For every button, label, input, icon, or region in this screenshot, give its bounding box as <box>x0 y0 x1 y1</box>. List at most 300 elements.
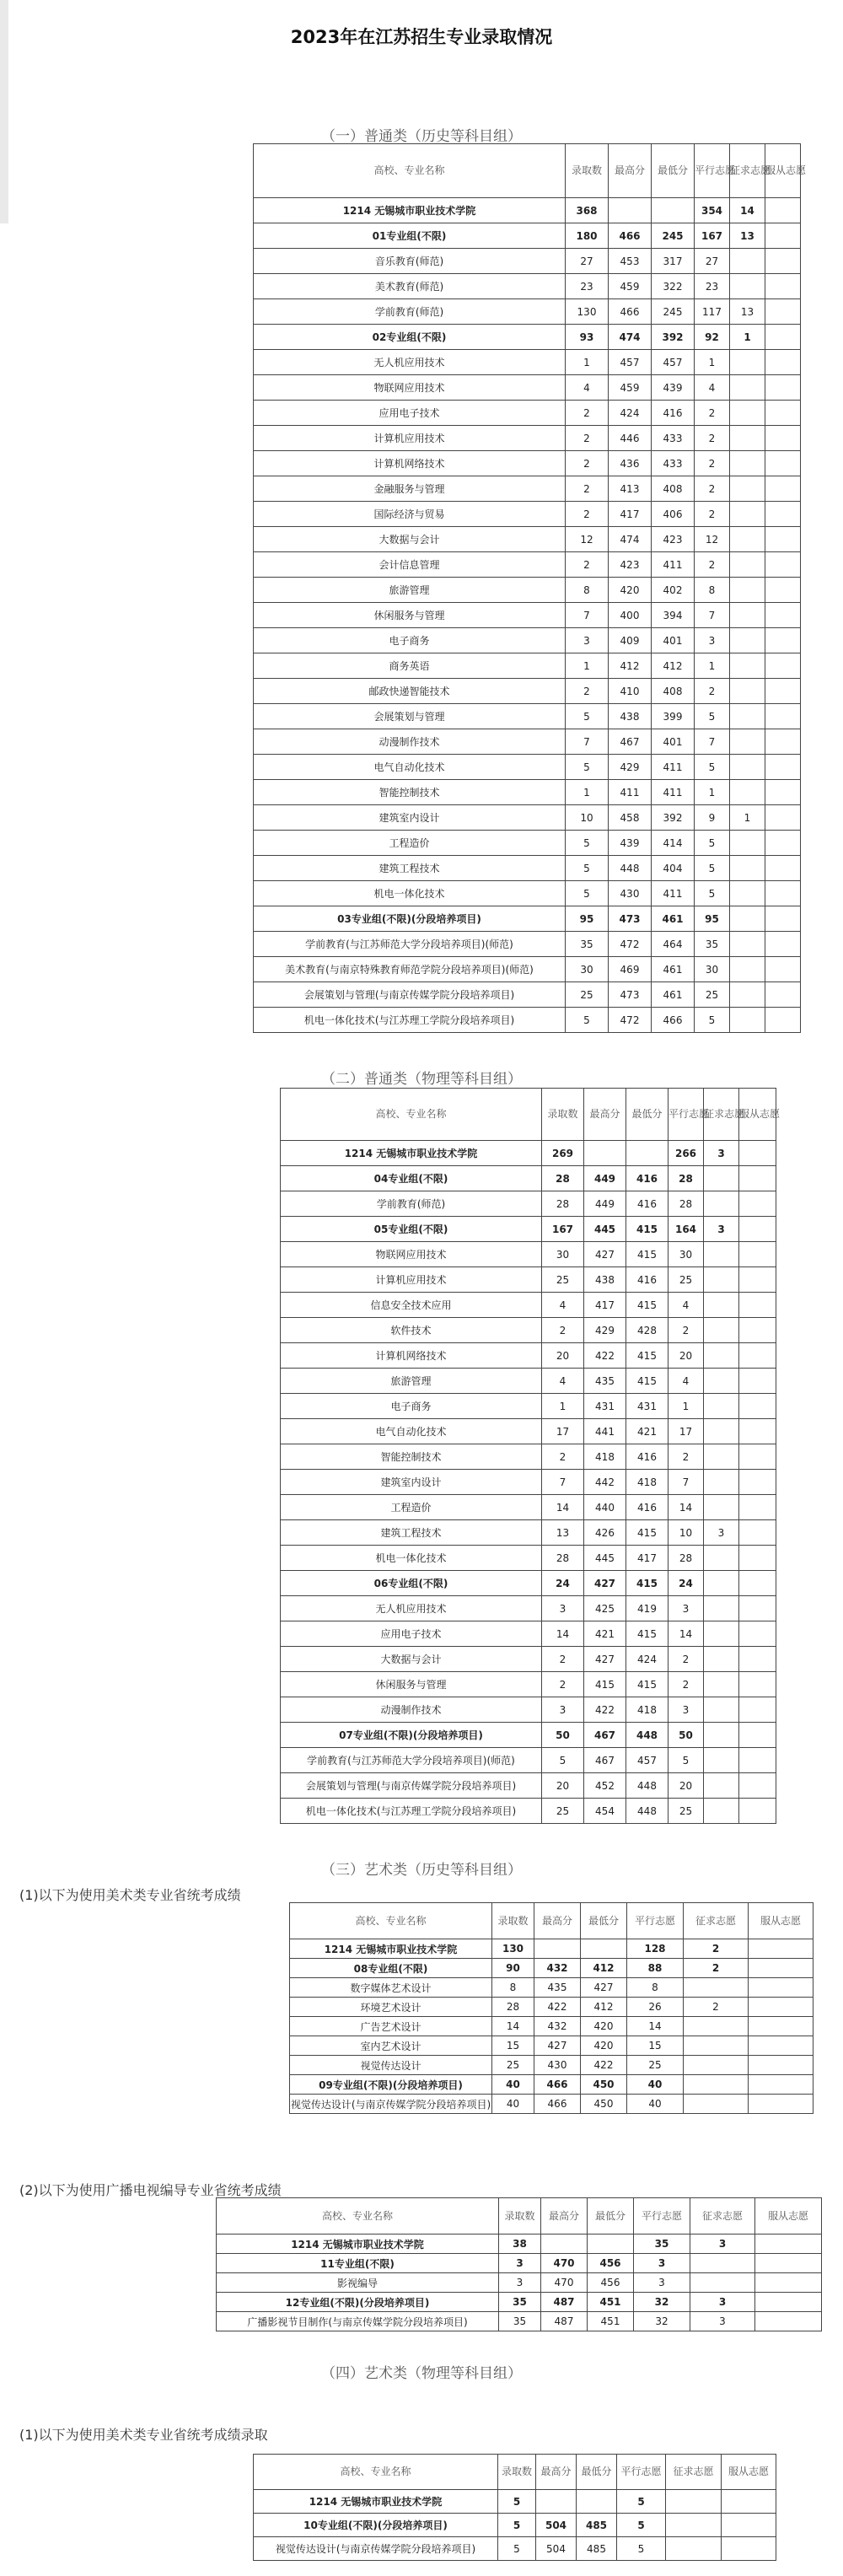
cell-value <box>755 2235 822 2254</box>
cell-value: 9 <box>695 805 730 831</box>
cell-value: 453 <box>609 249 652 274</box>
cell-value: 473 <box>609 982 652 1008</box>
table-physics-general <box>280 1088 781 1824</box>
header-solicit: 征求志愿 <box>704 1089 739 1141</box>
cell-value: 1 <box>566 350 609 375</box>
cell-value: 2 <box>566 426 609 451</box>
cell-value <box>765 451 801 476</box>
cell-value: 414 <box>652 831 695 856</box>
cell-value: 1 <box>730 325 765 350</box>
cell-value: 457 <box>609 350 652 375</box>
cell-name: 工程造价 <box>254 831 566 856</box>
cell-value: 24 <box>542 1571 584 1596</box>
cell-value: 456 <box>588 2254 634 2273</box>
header-parallel: 平行志愿 <box>617 2455 666 2490</box>
cell-value: 457 <box>626 1748 668 1773</box>
cell-value: 8 <box>566 578 609 603</box>
cell-value: 415 <box>626 1520 668 1546</box>
cell-value: 432 <box>534 2017 581 2036</box>
cell-value: 427 <box>584 1571 626 1596</box>
cell-name: 金融服务与管理 <box>254 476 566 502</box>
cell-value <box>730 932 765 957</box>
cell-value <box>730 502 765 527</box>
cell-value: 25 <box>542 1799 584 1824</box>
cell-value: 3 <box>704 1217 739 1242</box>
cell-value: 14 <box>627 2017 684 2036</box>
cell-value: 1 <box>542 1394 584 1419</box>
cell-value: 20 <box>668 1773 704 1799</box>
cell-value: 394 <box>652 603 695 628</box>
cell-value: 40 <box>492 2075 534 2095</box>
cell-value: 404 <box>652 856 695 881</box>
cell-value <box>739 1267 776 1293</box>
cell-value: 411 <box>652 881 695 906</box>
header-solicit: 征求志愿 <box>730 144 765 198</box>
cell-value: 92 <box>695 325 730 350</box>
cell-value <box>541 2235 588 2254</box>
cell-value <box>730 881 765 906</box>
cell-value: 3 <box>566 628 609 653</box>
cell-value <box>749 2017 813 2036</box>
cell-value: 1 <box>695 350 730 375</box>
cell-name: 应用电子技术 <box>281 1621 542 1647</box>
table-row <box>290 1978 813 1998</box>
cell-name: 物联网应用技术 <box>254 375 566 401</box>
cell-name: 计算机应用技术 <box>254 426 566 451</box>
section-4-title: （四）艺术类（物理等科目组） <box>321 2365 522 2382</box>
cell-value: 5 <box>542 1748 584 1773</box>
cell-name: 学前教育(师范) <box>254 299 566 325</box>
cell-value: 15 <box>492 2036 534 2056</box>
cell-value: 35 <box>695 932 730 957</box>
table-row <box>254 805 801 831</box>
cell-value <box>739 1621 776 1647</box>
cell-value: 392 <box>652 805 695 831</box>
cell-name: 视觉传达设计 <box>290 2056 492 2075</box>
cell-value: 422 <box>584 1343 626 1369</box>
cell-value <box>765 299 801 325</box>
cell-name: 广告艺术设计 <box>290 2017 492 2036</box>
cell-name: 环境艺术设计 <box>290 1998 492 2017</box>
cell-value: 3 <box>690 2312 755 2331</box>
cell-value: 410 <box>609 679 652 704</box>
cell-value: 485 <box>577 2514 617 2537</box>
cell-value: 423 <box>652 527 695 552</box>
cell-value <box>755 2273 822 2293</box>
cell-value: 5 <box>566 881 609 906</box>
cell-name: 休闲服务与管理 <box>281 1672 542 1697</box>
table-body <box>254 198 801 1033</box>
cell-value <box>704 1166 739 1191</box>
table-row <box>254 1008 801 1033</box>
cell-name: 1214 无锡城市职业技术学院 <box>281 1141 542 1166</box>
cell-value: 13 <box>730 299 765 325</box>
cell-value <box>536 2490 577 2514</box>
header-min: 最低分 <box>626 1089 668 1141</box>
table-row <box>217 2312 822 2331</box>
cell-value: 180 <box>566 223 609 249</box>
cell-value: 4 <box>566 375 609 401</box>
table-row <box>290 1998 813 2017</box>
cell-value: 415 <box>626 1621 668 1647</box>
cell-name: 建筑室内设计 <box>254 805 566 831</box>
cell-value: 27 <box>695 249 730 274</box>
table-row <box>254 274 801 299</box>
cell-value: 401 <box>652 729 695 755</box>
table-row <box>281 1571 776 1596</box>
cell-value: 28 <box>668 1191 704 1217</box>
cell-value <box>609 198 652 223</box>
cell-value: 25 <box>695 982 730 1008</box>
cell-name: 应用电子技术 <box>254 401 566 426</box>
cell-name: 1214 无锡城市职业技术学院 <box>254 198 566 223</box>
cell-name: 室内艺术设计 <box>290 2036 492 2056</box>
cell-value: 415 <box>626 1217 668 1242</box>
cell-value: 30 <box>695 957 730 982</box>
cell-value <box>704 1444 739 1470</box>
cell-value: 420 <box>609 578 652 603</box>
table-row <box>254 2514 776 2537</box>
cell-value: 14 <box>542 1495 584 1520</box>
table-row <box>281 1596 776 1621</box>
table-row <box>281 1748 776 1773</box>
cell-value <box>684 2036 749 2056</box>
table-row <box>281 1141 776 1166</box>
cell-value: 14 <box>542 1621 584 1647</box>
header-parallel: 平行志愿 <box>627 1903 684 1939</box>
table-row <box>281 1672 776 1697</box>
cell-value: 458 <box>609 805 652 831</box>
cell-value <box>730 401 765 426</box>
cell-name: 机电一体化技术 <box>281 1546 542 1571</box>
cell-value: 2 <box>566 679 609 704</box>
cell-value: 4 <box>695 375 730 401</box>
cell-value <box>704 1394 739 1419</box>
cell-value: 17 <box>542 1419 584 1444</box>
table-row <box>254 982 801 1008</box>
cell-value <box>765 578 801 603</box>
cell-value: 5 <box>498 2537 536 2561</box>
table-row <box>254 780 801 805</box>
cell-value <box>730 906 765 932</box>
cell-value <box>684 1978 749 1998</box>
cell-value <box>739 1672 776 1697</box>
cell-value <box>739 1748 776 1773</box>
cell-value: 422 <box>534 1998 581 2017</box>
cell-value: 433 <box>652 426 695 451</box>
cell-value: 470 <box>541 2273 588 2293</box>
cell-value: 35 <box>499 2312 541 2331</box>
cell-value: 5 <box>668 1748 704 1773</box>
cell-value <box>739 1318 776 1343</box>
cell-value: 411 <box>652 755 695 780</box>
cell-value <box>765 831 801 856</box>
cell-value: 416 <box>626 1444 668 1470</box>
cell-value: 439 <box>652 375 695 401</box>
cell-value: 466 <box>609 223 652 249</box>
table-row <box>254 249 801 274</box>
cell-value: 5 <box>617 2537 666 2561</box>
cell-value <box>749 1959 813 1978</box>
cell-value: 8 <box>492 1978 534 1998</box>
cell-value <box>684 2056 749 2075</box>
cell-value <box>765 805 801 831</box>
cell-value: 24 <box>668 1571 704 1596</box>
cell-value: 2 <box>542 1672 584 1697</box>
cell-value: 2 <box>668 1672 704 1697</box>
cell-name: 04专业组(不限) <box>281 1166 542 1191</box>
cell-value <box>739 1596 776 1621</box>
table-row <box>281 1546 776 1571</box>
cell-value <box>765 325 801 350</box>
cell-value <box>755 2293 822 2312</box>
table-row <box>254 729 801 755</box>
cell-value: 433 <box>652 451 695 476</box>
cell-value: 2 <box>684 1998 749 2017</box>
cell-value: 2 <box>542 1318 584 1343</box>
section-3-note-1: (1)以下为使用美术类专业省统考成绩 <box>19 1887 241 1903</box>
cell-value <box>739 1495 776 1520</box>
table-row <box>281 1191 776 1217</box>
cell-value: 467 <box>609 729 652 755</box>
table-row <box>281 1318 776 1343</box>
cell-value: 456 <box>588 2273 634 2293</box>
cell-value <box>730 755 765 780</box>
cell-value: 419 <box>626 1596 668 1621</box>
header-parallel: 平行志愿 <box>695 144 730 198</box>
section-2-title: （二）普通类（物理等科目组） <box>321 1071 522 1088</box>
cell-value: 415 <box>584 1672 626 1697</box>
cell-value: 50 <box>668 1723 704 1748</box>
cell-value: 30 <box>668 1242 704 1267</box>
cell-value: 415 <box>626 1242 668 1267</box>
cell-value <box>684 2075 749 2095</box>
cell-value: 415 <box>626 1343 668 1369</box>
cell-value: 424 <box>626 1647 668 1672</box>
header-max: 最高分 <box>536 2455 577 2490</box>
cell-value: 4 <box>542 1293 584 1318</box>
table-row <box>254 2490 776 2514</box>
cell-name: 旅游管理 <box>254 578 566 603</box>
cell-value: 445 <box>584 1546 626 1571</box>
cell-value: 95 <box>695 906 730 932</box>
cell-value <box>765 881 801 906</box>
cell-value <box>730 274 765 299</box>
cell-value: 461 <box>652 906 695 932</box>
header-name: 高校、专业名称 <box>254 144 566 198</box>
header-min: 最低分 <box>588 2198 634 2235</box>
cell-value <box>704 1343 739 1369</box>
cell-value: 245 <box>652 223 695 249</box>
cell-name: 会展策划与管理 <box>254 704 566 729</box>
cell-value <box>704 1596 739 1621</box>
table-row <box>281 1394 776 1419</box>
cell-value: 411 <box>652 552 695 578</box>
cell-value: 25 <box>492 2056 534 2075</box>
cell-value: 32 <box>634 2293 690 2312</box>
header-max: 最高分 <box>609 144 652 198</box>
cell-name: 工程造价 <box>281 1495 542 1520</box>
cell-value: 400 <box>609 603 652 628</box>
table-art-physics-fine-arts <box>253 2454 776 2561</box>
cell-value: 435 <box>584 1369 626 1394</box>
cell-value: 428 <box>626 1318 668 1343</box>
cell-value: 20 <box>668 1343 704 1369</box>
table-history-general <box>253 143 807 1033</box>
cell-value <box>765 401 801 426</box>
cell-value: 472 <box>609 1008 652 1033</box>
cell-value: 416 <box>626 1495 668 1520</box>
cell-value: 25 <box>566 982 609 1008</box>
cell-value: 418 <box>584 1444 626 1470</box>
cell-value: 487 <box>541 2293 588 2312</box>
cell-value: 422 <box>581 2056 627 2075</box>
cell-value <box>704 1495 739 1520</box>
cell-value <box>704 1419 739 1444</box>
cell-value: 452 <box>584 1773 626 1799</box>
cell-value <box>704 1647 739 1672</box>
table-row <box>254 426 801 451</box>
cell-value: 4 <box>668 1293 704 1318</box>
table-row <box>281 1217 776 1242</box>
cell-value: 1 <box>566 780 609 805</box>
cell-value: 3 <box>499 2273 541 2293</box>
cell-value <box>749 1998 813 2017</box>
cell-value <box>730 856 765 881</box>
cell-value <box>765 223 801 249</box>
cell-value: 117 <box>695 299 730 325</box>
cell-value: 40 <box>492 2095 534 2114</box>
cell-value <box>765 932 801 957</box>
cell-value: 5 <box>566 856 609 881</box>
cell-name: 建筑工程技术 <box>254 856 566 881</box>
cell-value: 469 <box>609 957 652 982</box>
cell-value: 408 <box>652 476 695 502</box>
cell-value <box>739 1369 776 1394</box>
cell-name: 影视编导 <box>217 2273 499 2293</box>
cell-name: 08专业组(不限) <box>290 1959 492 1978</box>
table-row <box>290 1939 813 1959</box>
cell-value: 10 <box>566 805 609 831</box>
cell-value: 429 <box>584 1318 626 1343</box>
cell-value: 4 <box>668 1369 704 1394</box>
cell-value: 2 <box>668 1444 704 1470</box>
cell-value <box>765 350 801 375</box>
table-row <box>254 198 801 223</box>
cell-name: 电子商务 <box>281 1394 542 1419</box>
cell-value: 467 <box>584 1723 626 1748</box>
cell-value: 432 <box>534 1959 581 1978</box>
table-row <box>281 1343 776 1369</box>
table-row <box>281 1369 776 1394</box>
table-row <box>281 1419 776 1444</box>
cell-name: 09专业组(不限)(分段培养项目) <box>290 2075 492 2095</box>
cell-value: 28 <box>668 1166 704 1191</box>
cell-value <box>722 2490 776 2514</box>
cell-value: 8 <box>627 1978 684 1998</box>
cell-value: 427 <box>534 2036 581 2056</box>
cell-value <box>704 1799 739 1824</box>
cell-value: 7 <box>566 729 609 755</box>
cell-value: 1 <box>566 653 609 679</box>
header-max: 最高分 <box>541 2198 588 2235</box>
cell-name: 信息安全技术应用 <box>281 1293 542 1318</box>
cell-value: 459 <box>609 375 652 401</box>
cell-value: 416 <box>626 1166 668 1191</box>
cell-value: 448 <box>609 856 652 881</box>
section-1-title: （一）普通类（历史等科目组） <box>321 128 522 145</box>
cell-value <box>730 527 765 552</box>
cell-value: 2 <box>566 552 609 578</box>
cell-value: 417 <box>626 1546 668 1571</box>
table-row <box>254 628 801 653</box>
cell-value <box>749 2095 813 2114</box>
cell-value: 12 <box>695 527 730 552</box>
table-row <box>254 223 801 249</box>
cell-value: 10 <box>668 1520 704 1546</box>
cell-value <box>739 1697 776 1723</box>
cell-value <box>739 1799 776 1824</box>
cell-value: 5 <box>566 755 609 780</box>
cell-value <box>730 426 765 451</box>
cell-value: 266 <box>668 1141 704 1166</box>
cell-value: 3 <box>542 1697 584 1723</box>
cell-name: 计算机应用技术 <box>281 1267 542 1293</box>
cell-value: 30 <box>542 1242 584 1267</box>
cell-value <box>765 603 801 628</box>
cell-value <box>730 1008 765 1033</box>
cell-value: 2 <box>542 1444 584 1470</box>
cell-value: 17 <box>668 1419 704 1444</box>
cell-value: 3 <box>668 1596 704 1621</box>
cell-value: 15 <box>627 2036 684 2056</box>
cell-name: 旅游管理 <box>281 1369 542 1394</box>
cell-value: 412 <box>652 653 695 679</box>
cell-name: 无人机应用技术 <box>254 350 566 375</box>
header-obey: 服从志愿 <box>739 1089 776 1141</box>
cell-value <box>739 1773 776 1799</box>
cell-name: 10专业组(不限)(分段培养项目) <box>254 2514 498 2537</box>
cell-value: 27 <box>566 249 609 274</box>
table-row <box>217 2293 822 2312</box>
header-parallel: 平行志愿 <box>668 1089 704 1141</box>
cell-value: 442 <box>584 1470 626 1495</box>
cell-name: 01专业组(不限) <box>254 223 566 249</box>
cell-value: 415 <box>626 1293 668 1318</box>
cell-value: 411 <box>652 780 695 805</box>
cell-value: 415 <box>626 1369 668 1394</box>
cell-value: 466 <box>609 299 652 325</box>
cell-value: 167 <box>542 1217 584 1242</box>
cell-value <box>739 1723 776 1748</box>
cell-name: 06专业组(不限) <box>281 1571 542 1596</box>
cell-value: 425 <box>584 1596 626 1621</box>
cell-value <box>666 2490 722 2514</box>
cell-name: 广播影视节目制作(与南京传媒学院分段培养项目) <box>217 2312 499 2331</box>
cell-value <box>739 1444 776 1470</box>
cell-value: 317 <box>652 249 695 274</box>
cell-value: 3 <box>668 1697 704 1723</box>
header-count: 录取数 <box>542 1089 584 1141</box>
cell-name: 视觉传达设计(与南京传媒学院分段培养项目) <box>290 2095 492 2114</box>
cell-value: 448 <box>626 1799 668 1824</box>
cell-value: 13 <box>730 223 765 249</box>
cell-value <box>666 2537 722 2561</box>
cell-name: 05专业组(不限) <box>281 1217 542 1242</box>
cell-value <box>739 1242 776 1267</box>
cell-name: 邮政快递智能技术 <box>254 679 566 704</box>
cell-value: 418 <box>626 1697 668 1723</box>
